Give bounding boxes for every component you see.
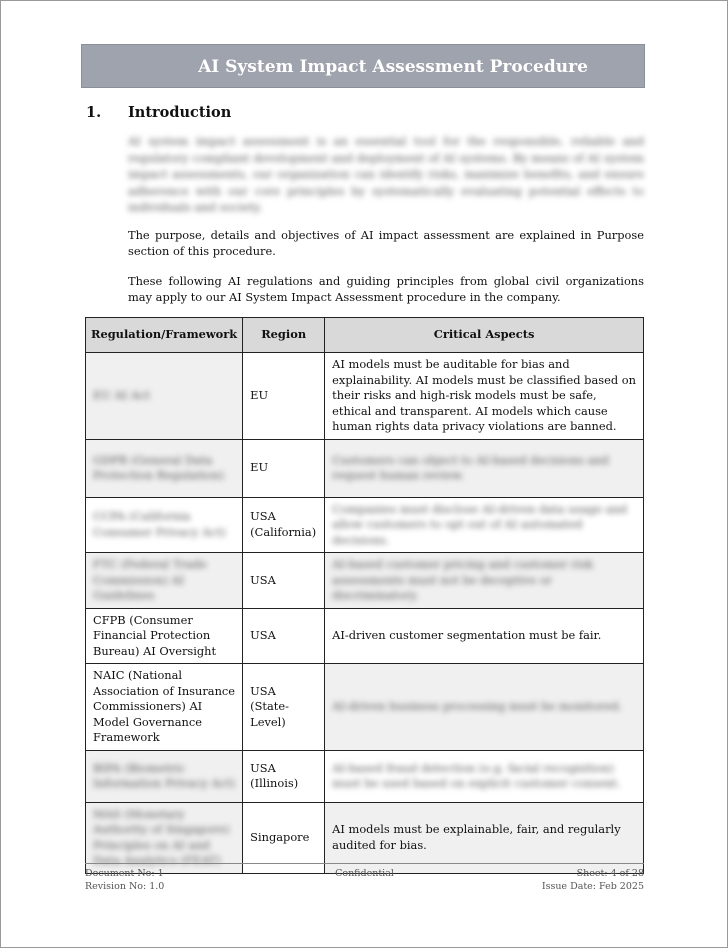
- region-cell: USA: [243, 608, 325, 664]
- aspects-cell: AI-driven business processing must be monitored.: [325, 664, 644, 751]
- header-aspects: Critical Aspects: [325, 318, 644, 353]
- regulations-paragraph: These following AI regulations and guiding principles from global civil organizations may apply to our AI System Impact Assessment procedure in the company.: [128, 274, 644, 304]
- purpose-paragraph: The purpose, details and objectives of AI impact assessment are explained in Purpose section of this procedure.: [128, 228, 644, 258]
- table-row: [86, 353, 644, 440]
- framework-cell: CCPA (California Consumer Privacy Act): [86, 497, 243, 553]
- document-number: Document No: 1: [85, 868, 164, 879]
- region-cell: USA (Illinois): [243, 750, 325, 802]
- framework-cell: GDPR (General Data Protection Regulation): [86, 439, 243, 497]
- issue-date: Issue Date: Feb 2025: [541, 880, 644, 892]
- table-row: [86, 664, 644, 751]
- section-number: 1.: [86, 104, 102, 121]
- aspects-cell: AI models must be auditable for bias and explainability. AI models must be classified based on their risks and high-risk models must be safe, ethical and transparent. AI models which cause human rights data privacy violations are banned.: [325, 353, 644, 440]
- region-cell: EU: [243, 353, 325, 440]
- sheet-number: Sheet: 4 of 28: [576, 868, 644, 879]
- framework-cell: CFPB (Consumer Financial Protection Bureau) AI Oversight: [86, 608, 243, 664]
- table-header-row: [86, 318, 644, 353]
- header-framework: Regulation/Framework: [86, 318, 243, 353]
- region-cell: USA: [243, 553, 325, 609]
- revision-number: Revision No: 1.0: [85, 880, 165, 892]
- region-cell: USA (California): [243, 497, 325, 553]
- region-cell: EU: [243, 439, 325, 497]
- table-row: [86, 553, 644, 609]
- table-row: [86, 608, 644, 664]
- region-cell: USA (State-Level): [243, 664, 325, 751]
- intro-paragraph-blurred: AI system impact assessment is an essential tool for the responsible, reliable and regulatory compliant development and deployment of AI systems. By means of AI system impact assessments, our organization can identify risks, maximize benefits, and ensure adherence with our core principles by systematically evaluating potential effects to individuals and society.: [128, 134, 644, 214]
- table-row: [86, 439, 644, 497]
- aspects-cell: AI-driven customer segmentation must be fair.: [325, 608, 644, 664]
- header-region: Region: [243, 318, 325, 353]
- table-row: [86, 497, 644, 553]
- aspects-cell: AI-based fraud detection (e.g. facial recognition) must be used based on explicit customer consent.: [325, 750, 644, 802]
- section-heading: [86, 104, 231, 121]
- framework-cell: NAIC (National Association of Insurance Commissioners) AI Model Governance Framework: [86, 664, 243, 751]
- page-footer: [85, 863, 644, 892]
- aspects-cell: Companies must disclose AI-driven data usage and allow customers to opt out of AI automated decisions.: [325, 497, 644, 553]
- region-cell: Singapore: [243, 802, 325, 873]
- framework-cell: FTC (Federal Trade Commission) AI Guidelines: [86, 553, 243, 609]
- section-title: Introduction: [128, 104, 232, 121]
- aspects-cell: Customers can object to AI-based decisions and request human review.: [325, 439, 644, 497]
- aspects-cell: AI-based customer pricing and customer risk assessments must not be deceptive or discriminatory.: [325, 553, 644, 609]
- framework-cell: BIPA (Biometric Information Privacy Act): [86, 750, 243, 802]
- table-row: [86, 750, 644, 802]
- aspects-cell: AI models must be explainable, fair, and regularly audited for bias.: [325, 802, 644, 873]
- framework-cell: MAS (Monetary Authority of Singapore) Principles on AI and Data Analytics (FEAT): [86, 802, 243, 873]
- document-title: AI System Impact Assessment Procedure: [81, 44, 645, 88]
- classification-label: Confidential: [335, 868, 394, 879]
- regulations-table: [85, 317, 644, 874]
- framework-cell: EU AI Act: [86, 353, 243, 440]
- footer-right: [542, 868, 644, 893]
